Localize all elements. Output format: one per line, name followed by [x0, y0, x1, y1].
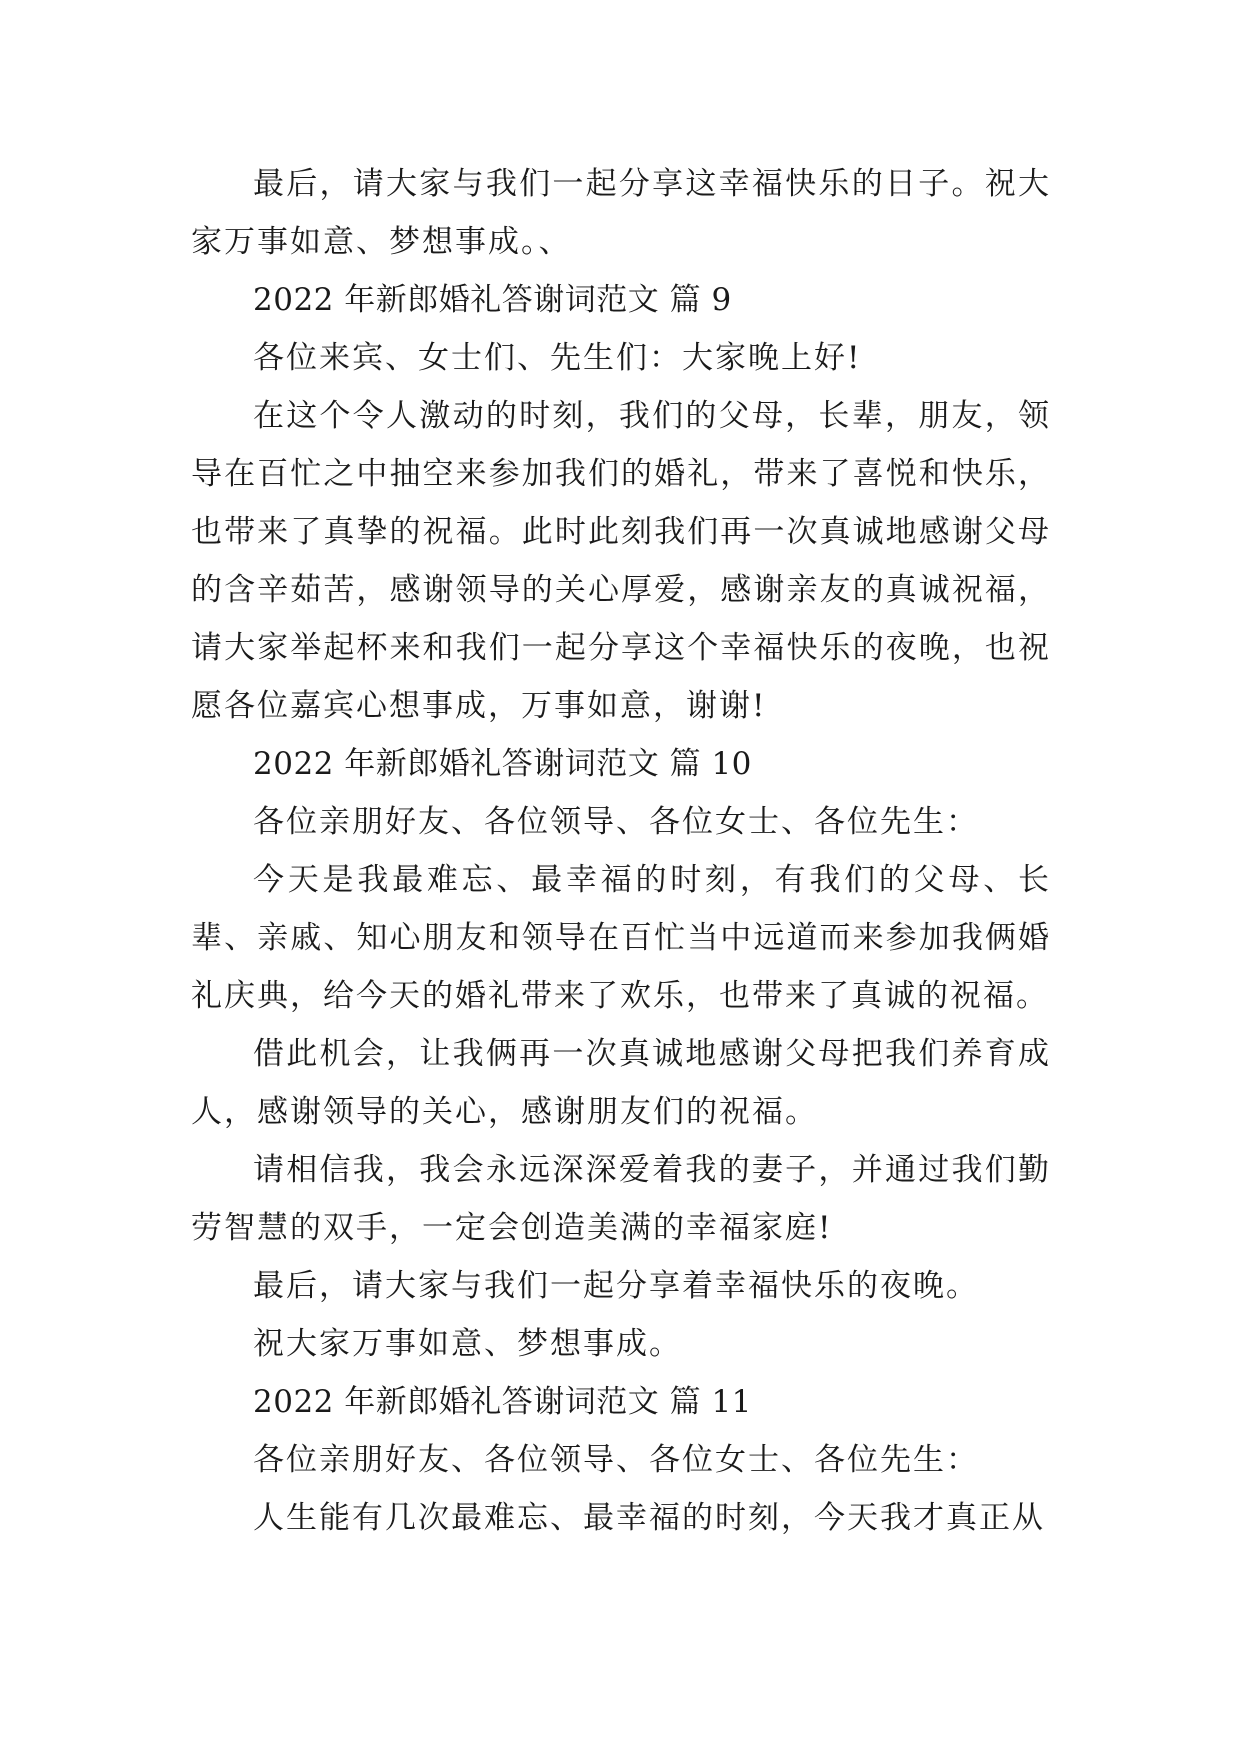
- paragraph: 祝大家万事如意、梦想事成。: [253, 1326, 682, 1362]
- paragraph: 各位来宾、女士们、先生们：大家晚上好!: [253, 340, 862, 376]
- paragraph: 最后，请大家与我们一起分享这幸福快乐的日子。祝大家万事如意、梦想事成。、: [191, 166, 1051, 260]
- paragraph: 人生能有几次最难忘、最幸福的时刻，今天我才真正从: [253, 1500, 1045, 1536]
- section-heading: 2022 年新郎婚礼答谢词范文 篇 10: [253, 746, 752, 782]
- document-body: [191, 155, 1051, 1547]
- paragraph: 在这个令人激动的时刻，我们的父母，长辈，朋友，领导在百忙之中抽空来参加我们的婚礼，带来了喜悦和快乐，也带来了真挚的祝福。此时此刻我们再一次真诚地感谢父母的含辛茹苦，感谢领导的关心厚爱，感谢亲友的真诚祝福，请大家举起杯来和我们一起分享这个幸福快乐的夜晚，也祝愿各位嘉宾心想事成，万事如意，谢谢!: [191, 398, 1051, 724]
- paragraph: 请相信我，我会永远深深爱着我的妻子，并通过我们勤劳智慧的双手，一定会创造美满的幸福家庭!: [191, 1152, 1051, 1246]
- section-heading: 2022 年新郎婚礼答谢词范文 篇 11: [253, 1384, 752, 1420]
- paragraph: 借此机会，让我俩再一次真诚地感谢父母把我们养育成人，感谢领导的关心，感谢朋友们的祝福。: [191, 1036, 1051, 1130]
- paragraph: 今天是我最难忘、最幸福的时刻，有我们的父母、长辈、亲戚、知心朋友和领导在百忙当中远道而来参加我俩婚礼庆典，给今天的婚礼带来了欢乐，也带来了真诚的祝福。: [191, 862, 1051, 1014]
- paragraph: 各位亲朋好友、各位领导、各位女士、各位先生：: [253, 1442, 979, 1478]
- paragraph: 各位亲朋好友、各位领导、各位女士、各位先生：: [253, 804, 979, 840]
- section-heading: 2022 年新郎婚礼答谢词范文 篇 9: [253, 282, 732, 318]
- paragraph: 最后，请大家与我们一起分享着幸福快乐的夜晚。: [253, 1268, 979, 1304]
